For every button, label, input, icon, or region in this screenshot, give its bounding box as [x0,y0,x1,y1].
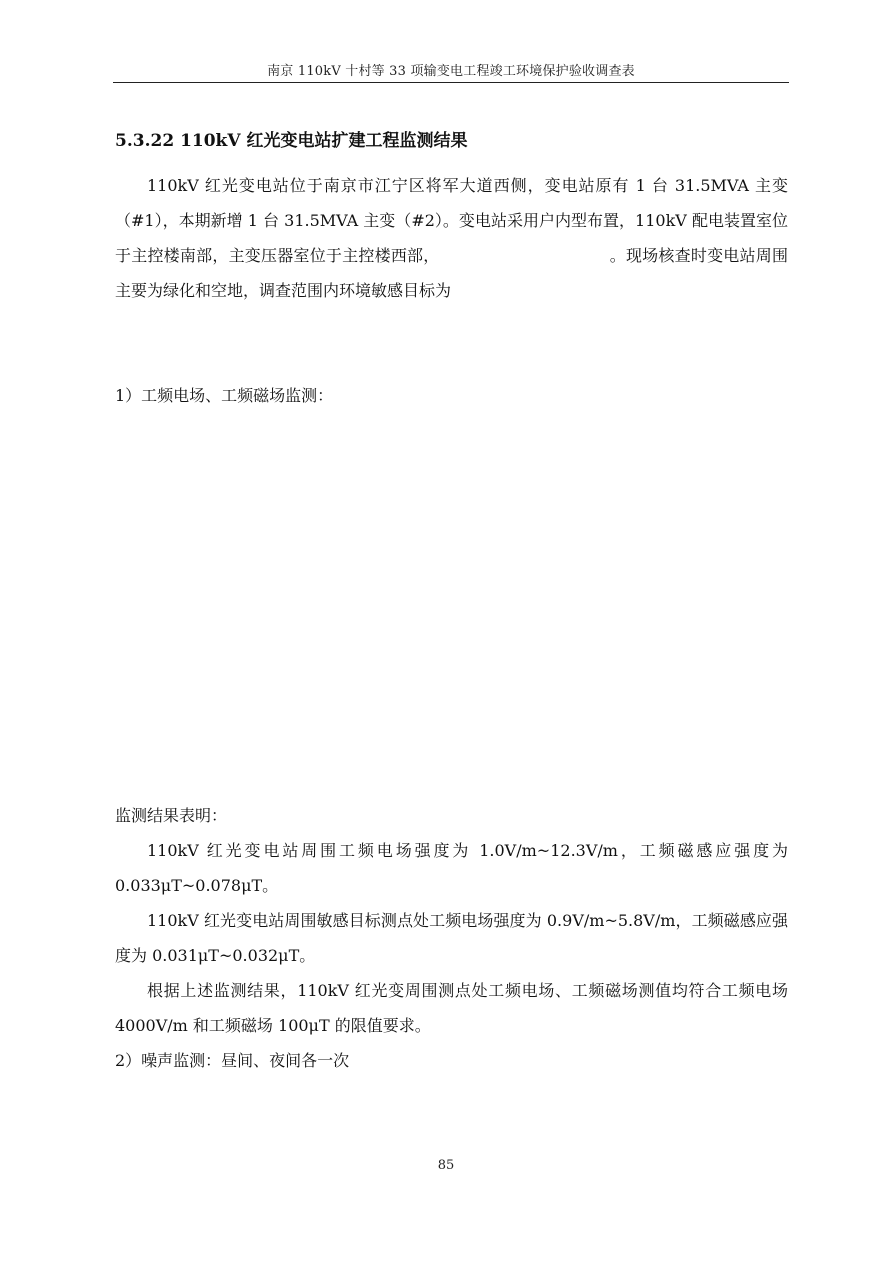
noise-monitoring-label: 2）噪声监测：昼间、夜间各一次 [115,1051,350,1070]
running-header: 南京 110kV 十村等 33 项输变电工程竣工环境保护验收调查表 [267,64,635,79]
results-paragraph-2: 110kV 红光变电站周围敏感目标测点处工频电场强度为 0.9V/m~5.8V/m，工频磁感应强度为 0.031μT~0.032μT。 [115,911,788,965]
intro-text-part1: 110kV 红光变电站位于南京市江宁区将军大道西侧，变电站原有 1 台 31.5MVA 主变（#1），本期新增 1 台 31.5MVA 主变（#2）。变电站采用户内型布置，110kV 配电装置室位于主控楼南部，主变压器室位于主控楼西部， [115,176,788,265]
intro-paragraph [115,168,788,308]
header-divider [113,82,789,83]
field-monitoring-block [115,378,788,413]
results-paragraph-3: 根据上述监测结果，110kV 红光变周围测点处工频电场、工频磁场测值均符合工频电场 4000V/m 和工频磁场 100μT 的限值要求。 [115,981,788,1035]
intro-block [115,168,788,308]
page-number: 85 [437,1158,455,1173]
results-label: 监测结果表明： [115,806,228,825]
section-heading: 5.3.22 110kV 红光变电站扩建工程监测结果 [115,131,468,151]
field-monitoring-label: 1）工频电场、工频磁场监测： [115,386,334,405]
intro-text-part2: 。现场核查时变电站周围主要为绿化和空地，调查范围内环境敏感目标为 [115,246,788,300]
results-paragraph-1: 110kV 红光变电站周围工频电场强度为 1.0V/m~12.3V/m，工频磁感应强度为 0.033μT~0.078μT。 [115,841,788,895]
results-block [115,798,788,1078]
